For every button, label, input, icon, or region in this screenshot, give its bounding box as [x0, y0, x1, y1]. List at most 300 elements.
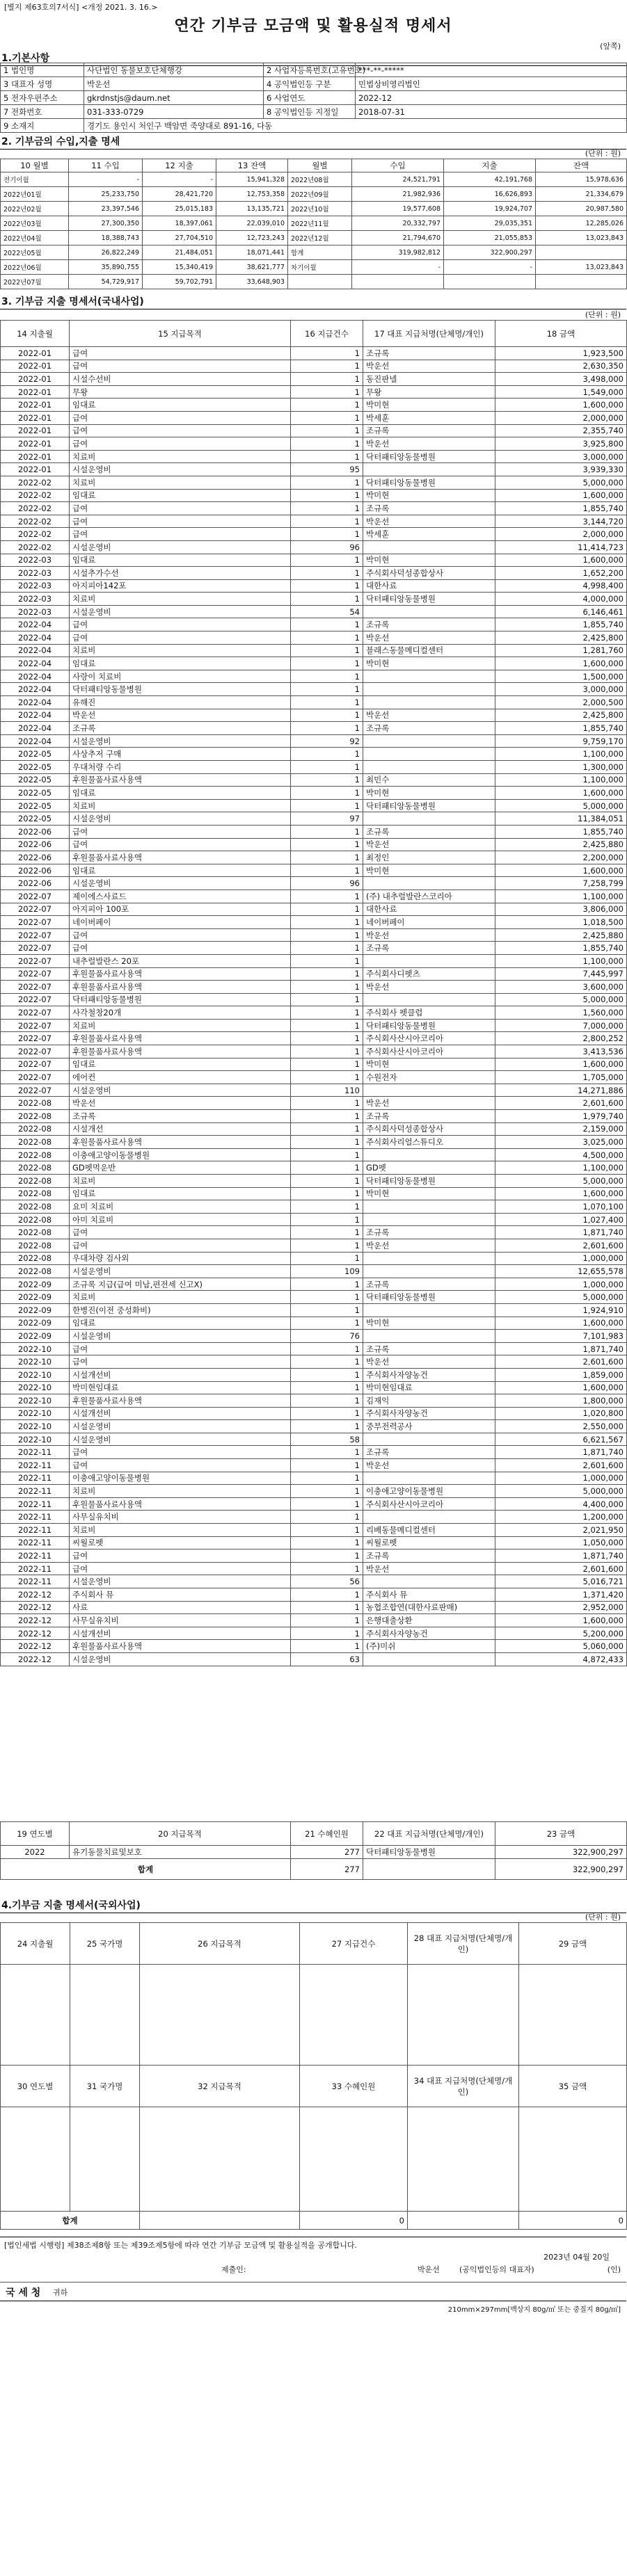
recipient-office: 국 세 청 — [6, 2287, 41, 2299]
domestic-cell: 급여 — [70, 1239, 291, 1252]
table-row — [1, 411, 627, 424]
domestic-cell: 2022-01 — [1, 437, 70, 451]
domestic-cell: 박운선 — [363, 838, 495, 851]
domestic-cell: 1 — [291, 411, 363, 424]
domestic-cell: 급여 — [70, 411, 291, 424]
domestic-cell: 후원물품사료사용액 — [70, 773, 291, 787]
income-cell: 54,729,917 — [69, 275, 143, 289]
domestic-cell: 1 — [291, 567, 363, 580]
domestic-cell: 5,016,721 — [495, 1575, 627, 1588]
table-row — [1, 1200, 627, 1214]
domestic-cell: 1 — [291, 1226, 363, 1239]
income-cell: 21,334,679 — [536, 187, 627, 202]
domestic-cell: 2022-08 — [1, 1252, 70, 1265]
domestic-cell: 치료비 — [70, 1485, 291, 1498]
table-row — [1, 476, 627, 489]
domestic-cell: 4,500,000 — [495, 1148, 627, 1161]
domestic-cell: 임대료 — [70, 657, 291, 670]
domestic-cell: 97 — [291, 812, 363, 826]
domestic-cell: 2022-04 — [1, 734, 70, 748]
domestic-cell: 시설운영비 — [70, 540, 291, 554]
domestic-cell: 박운선 — [363, 1562, 495, 1575]
overseas-header: 28 대표 지급처명(단체명/개인) — [408, 1923, 519, 1965]
domestic-cell: 박운선 — [363, 981, 495, 994]
domestic-cell: 2022-06 — [1, 864, 70, 877]
table-row — [1, 1601, 627, 1614]
domestic-cell: 1 — [291, 1291, 363, 1304]
table-row — [1, 1110, 627, 1123]
domestic-cell: 1,549,000 — [495, 385, 627, 399]
income-header: 수입 — [352, 159, 444, 172]
table-row — [1, 360, 627, 373]
law-statement: [법인세법 시행령] 제38조제8항 또는 제39조제5항에 따라 연간 기부금 모금액 및 활용실적을 공개합니다. — [4, 2241, 357, 2250]
domestic-cell: 조규록 — [363, 1549, 495, 1563]
table-row — [1, 347, 627, 360]
domestic-cell: 박미현임대료 — [70, 1381, 291, 1394]
basic-value: 사단법인 동물보호단체행강 — [84, 63, 264, 77]
domestic-cell — [363, 1213, 495, 1226]
submit-date: 2023년 04월 20일 — [543, 2253, 610, 2262]
domestic-cell — [363, 877, 495, 890]
table-row — [1, 722, 627, 735]
domestic-cell: 2022-08 — [1, 1161, 70, 1175]
domestic-cell: 2022-07 — [1, 903, 70, 916]
domestic-cell: 4,000,000 — [495, 593, 627, 606]
domestic-cell: 1 — [291, 489, 363, 502]
domestic-cell: 2022-09 — [1, 1317, 70, 1330]
domestic-cell: 1 — [291, 928, 363, 942]
table-row — [1, 1071, 627, 1084]
domestic-cell: 1,100,000 — [495, 773, 627, 787]
domestic-cell: 1,600,000 — [495, 1187, 627, 1200]
domestic-cell: 1 — [291, 1614, 363, 1627]
domestic-cell: 2022-03 — [1, 554, 70, 567]
table-row — [1, 1575, 627, 1588]
domestic-cell: 1 — [291, 1239, 363, 1252]
income-header: 12 지출 — [143, 159, 216, 172]
income-cell: 18,071,441 — [216, 245, 288, 260]
domestic-cell: 1,200,000 — [495, 1511, 627, 1524]
domestic-cell: 조규록 — [70, 1110, 291, 1123]
domestic-cell: 2022-11 — [1, 1472, 70, 1485]
domestic-cell: 조규록 — [363, 618, 495, 631]
domestic-cell: GD펫 — [363, 1161, 495, 1175]
domestic-cell: 박세훈 — [363, 528, 495, 541]
income-cell: 12,723,243 — [216, 231, 288, 245]
domestic-cell: 2022-09 — [1, 1291, 70, 1304]
table-row — [1, 696, 627, 709]
income-cell: 2022년10월 — [288, 202, 352, 216]
domestic-cell: 1 — [291, 1511, 363, 1524]
domestic-cell: 1,100,000 — [495, 1161, 627, 1175]
domestic-cell: 2022-07 — [1, 1058, 70, 1071]
domestic-cell: 1 — [291, 631, 363, 645]
basic-value: ***-**-***** — [356, 63, 627, 77]
seal-mark: (인) — [607, 2265, 621, 2274]
domestic-cell: 1,600,000 — [495, 1614, 627, 1627]
overseas-total-label: 합계 — [1, 2212, 140, 2230]
basic-label: 3 대표자 성명 — [1, 77, 84, 91]
declaration-box — [0, 2237, 626, 2283]
table-row — [1, 567, 627, 580]
domestic-cell: 사료 — [70, 1601, 291, 1614]
domestic-cell: 사무실유치비 — [70, 1511, 291, 1524]
income-cell: 2022년01월 — [1, 187, 69, 202]
domestic-cell: 1 — [291, 889, 363, 903]
table-row — [1, 851, 627, 864]
domestic-cell: 1 — [291, 709, 363, 722]
section-basic-title: 1.기본사항 — [0, 50, 626, 66]
domestic-cell: 급여 — [70, 437, 291, 451]
domestic-cell: 시설개선비 — [70, 1407, 291, 1420]
page-side-label: (앞쪽) — [600, 42, 621, 51]
income-cell: 35,890,755 — [69, 260, 143, 275]
domestic-cell: 한병진(이전 중성화비) — [70, 1303, 291, 1317]
table-row — [1, 515, 627, 528]
domestic-cell: 주식회사산시아코리아 — [363, 1032, 495, 1045]
table-row — [1, 1303, 627, 1317]
income-cell: 2022년11월 — [288, 216, 352, 231]
domestic-cell: 2022-05 — [1, 799, 70, 812]
income-cell: 2022년12월 — [288, 231, 352, 245]
domestic-cell: 2022-06 — [1, 877, 70, 890]
table-row — [1, 1291, 627, 1304]
domestic-cell: 1 — [291, 1097, 363, 1110]
domestic-cell: 1 — [291, 916, 363, 929]
table-row — [1, 593, 627, 606]
domestic-cell: 4,400,000 — [495, 1497, 627, 1511]
domestic-cell: (주) 내추럴발란스코리아 — [363, 889, 495, 903]
domestic-cell: 1 — [291, 981, 363, 994]
domestic-cell: 7,258,799 — [495, 877, 627, 890]
income-cell: 2022년07월 — [1, 275, 69, 289]
domestic-cell: 이충애고양이동물병원 — [70, 1148, 291, 1161]
table-row — [1, 1446, 627, 1459]
submitter-name: 박운선 — [418, 2265, 440, 2274]
domestic-cell: 박운선 — [363, 1097, 495, 1110]
domestic-cell: 2022-01 — [1, 450, 70, 463]
summary-header: 22 대표 지급처명(단체명/개인) — [363, 1822, 495, 1846]
domestic-cell: 2,200,000 — [495, 851, 627, 864]
domestic-cell: 1 — [291, 748, 363, 761]
domestic-cell: 닥터패티앙동물병원 — [70, 993, 291, 1006]
domestic-cell: 3,600,000 — [495, 981, 627, 994]
basic-value: 2022-12 — [356, 91, 627, 105]
domestic-cell: 후원물품사료사용액 — [70, 851, 291, 864]
income-cell: 319,982,812 — [352, 245, 444, 260]
overseas-header: 26 지급목적 — [140, 1923, 300, 1965]
domestic-cell: 이충애고양이동물병원 — [363, 1485, 495, 1498]
domestic-cell: 1 — [291, 1381, 363, 1394]
basic-label: 2 사업자등록번호(고유번호) — [264, 63, 356, 77]
domestic-cell: 2022-12 — [1, 1614, 70, 1627]
domestic-cell: 씨월로펫 — [363, 1536, 495, 1549]
domestic-cell — [363, 1433, 495, 1446]
domestic-cell — [363, 1148, 495, 1161]
domestic-cell: 급여 — [70, 528, 291, 541]
domestic-cell: 후원물품사료사용액 — [70, 981, 291, 994]
domestic-cell: 1 — [291, 1394, 363, 1408]
domestic-cell: 시설개선비 — [70, 1368, 291, 1381]
domestic-cell: 박운선 — [363, 928, 495, 942]
overseas-header: 25 국가명 — [70, 1923, 140, 1965]
domestic-cell: 1 — [291, 1601, 363, 1614]
domestic-cell: 1,979,740 — [495, 1110, 627, 1123]
domestic-cell: 2022-07 — [1, 993, 70, 1006]
table-row — [1, 554, 627, 567]
domestic-cell: 주식회사리얼스튜디오 — [363, 1136, 495, 1149]
table-row — [1, 424, 627, 437]
domestic-cell: 1 — [291, 787, 363, 800]
domestic-cell: 박미현 — [363, 864, 495, 877]
income-cell: 2022년02월 — [1, 202, 69, 216]
domestic-cell: 1,020,800 — [495, 1407, 627, 1420]
domestic-cell: 2,425,800 — [495, 709, 627, 722]
income-cell: 18,397,061 — [143, 216, 216, 231]
domestic-cell: 2022-01 — [1, 385, 70, 399]
domestic-cell: 1 — [291, 554, 363, 567]
domestic-cell: 사랑이 치료비 — [70, 670, 291, 683]
table-row — [1, 1097, 627, 1110]
table-row — [1, 437, 627, 451]
domestic-cell — [363, 540, 495, 554]
domestic-cell: 110 — [291, 1084, 363, 1097]
domestic-cell: 2022-04 — [1, 722, 70, 735]
domestic-cell: 1 — [291, 502, 363, 515]
domestic-cell: 2,000,000 — [495, 528, 627, 541]
domestic-cell: 2022-08 — [1, 1226, 70, 1239]
basic-label: 7 전화번호 — [1, 105, 84, 119]
domestic-cell: 1 — [291, 683, 363, 696]
domestic-cell: 1 — [291, 347, 363, 360]
income-cell: - — [444, 260, 536, 275]
summary-header: 20 지급목적 — [70, 1822, 291, 1846]
domestic-cell: 급여 — [70, 838, 291, 851]
domestic-cell: 2022-07 — [1, 1045, 70, 1058]
table-row — [1, 1614, 627, 1627]
domestic-cell: 1,100,000 — [495, 954, 627, 967]
domestic-cell: 1,600,000 — [495, 1381, 627, 1394]
domestic-cell: 시설운영비 — [70, 1265, 291, 1278]
summary-header: 23 금액 — [495, 1822, 627, 1846]
domestic-cell: 2022-01 — [1, 373, 70, 386]
domestic-cell: 3,000,000 — [495, 683, 627, 696]
domestic-cell: 박미현 — [363, 399, 495, 412]
table-row — [1, 1148, 627, 1161]
domestic-cell: 1 — [291, 825, 363, 838]
domestic-cell — [363, 1575, 495, 1588]
table-row — [1, 761, 627, 774]
domestic-cell — [363, 954, 495, 967]
income-cell: 차기이월 — [288, 260, 352, 275]
domestic-cell: 2022-08 — [1, 1265, 70, 1278]
domestic-cell: 11,414,723 — [495, 540, 627, 554]
domestic-cell: 7,000,000 — [495, 1019, 627, 1032]
table-row — [1, 1226, 627, 1239]
domestic-cell: 내추럴발란스 20포 — [70, 954, 291, 967]
domestic-cell: 임대료 — [70, 1317, 291, 1330]
domestic-cell: 무왕 — [363, 385, 495, 399]
table-row — [1, 1342, 627, 1355]
domestic-cell: 2,425,880 — [495, 928, 627, 942]
domestic-cell: 2022-02 — [1, 476, 70, 489]
domestic-cell — [363, 683, 495, 696]
domestic-cell: 1 — [291, 1640, 363, 1653]
table-row — [1, 489, 627, 502]
domestic-cell: 2,601,600 — [495, 1459, 627, 1472]
domestic-cell: 96 — [291, 877, 363, 890]
domestic-cell: 급여 — [70, 1446, 291, 1459]
table-row — [1, 528, 627, 541]
domestic-cell: 시설개선비 — [70, 1627, 291, 1640]
domestic-cell: 시설운영비 — [70, 463, 291, 476]
domestic-cell: 1,070,100 — [495, 1200, 627, 1214]
domestic-cell: 2022-06 — [1, 851, 70, 864]
domestic-cell: 김재익 — [363, 1394, 495, 1408]
domestic-cell: 박운선 — [70, 1097, 291, 1110]
overseas-total-amount: 0 — [519, 2212, 627, 2230]
domestic-cell: 1 — [291, 1187, 363, 1200]
domestic-cell: 1 — [291, 993, 363, 1006]
domestic-cell: 6,146,461 — [495, 605, 627, 618]
domestic-cell: 1,600,000 — [495, 787, 627, 800]
income-header: 월별 — [288, 159, 352, 172]
domestic-cell: 급여 — [70, 502, 291, 515]
overseas-header: 34 대표 지급처명(단체명/개인) — [408, 2066, 519, 2107]
summary-header: 19 연도별 — [1, 1822, 70, 1846]
income-cell: 13,135,721 — [216, 202, 288, 216]
domestic-cell: 제이에스사료드 — [70, 889, 291, 903]
domestic-cell: 1 — [291, 1019, 363, 1032]
domestic-cell: 박미현 — [363, 1187, 495, 1200]
domestic-cell: 박운선 — [70, 709, 291, 722]
domestic-cell — [363, 463, 495, 476]
domestic-cell: 95 — [291, 463, 363, 476]
domestic-cell: 리베동물메디컬센터 — [363, 1524, 495, 1537]
domestic-cell: 2,159,000 — [495, 1122, 627, 1136]
domestic-cell: 1,600,000 — [495, 489, 627, 502]
table-row — [1, 916, 627, 929]
domestic-cell: 사무실유치비 — [70, 1614, 291, 1627]
domestic-cell: 3,939,330 — [495, 463, 627, 476]
table-row — [1, 1058, 627, 1071]
domestic-cell: 2022-12 — [1, 1627, 70, 1640]
domestic-cell: 2022-01 — [1, 399, 70, 412]
domestic-cell — [363, 670, 495, 683]
domestic-cell: 11,384,051 — [495, 812, 627, 826]
income-cell: 21,484,051 — [143, 245, 216, 260]
table-row — [1, 942, 627, 955]
domestic-cell: 급여 — [70, 1342, 291, 1355]
domestic-cell: 2022-07 — [1, 1032, 70, 1045]
total-label: 합계 — [1, 1859, 291, 1880]
domestic-cell: 2022-10 — [1, 1381, 70, 1394]
income-cell: 18,388,743 — [69, 231, 143, 245]
domestic-cell: 1 — [291, 437, 363, 451]
domestic-cell: 후원물품사료사용액 — [70, 967, 291, 981]
table-row — [1, 1381, 627, 1394]
income-cell: 2022년04월 — [1, 231, 69, 245]
domestic-cell: 박운선 — [363, 1459, 495, 1472]
overseas-expense-table — [0, 1922, 627, 2230]
overseas-total-count: 0 — [300, 2212, 408, 2230]
domestic-cell: 씨월로펫 — [70, 1536, 291, 1549]
basic-label: 1 법인명 — [1, 63, 84, 77]
domestic-cell: 1,855,740 — [495, 502, 627, 515]
domestic-cell: 조규록 — [363, 1446, 495, 1459]
domestic-cell: 1 — [291, 1355, 363, 1369]
submitter-label: 제출인: — [221, 2265, 246, 2274]
domestic-cell: 1,100,000 — [495, 748, 627, 761]
domestic-cell: 후원물품사료사용액 — [70, 1045, 291, 1058]
income-cell: 25,233,750 — [69, 187, 143, 202]
domestic-cell: 1,855,740 — [495, 618, 627, 631]
domestic-cell: 1,371,420 — [495, 1588, 627, 1602]
domestic-cell: 후원물품사료사용액 — [70, 1032, 291, 1045]
domestic-cell: 1 — [291, 1148, 363, 1161]
table-row — [1, 1317, 627, 1330]
domestic-cell: 1 — [291, 1136, 363, 1149]
domestic-cell: 1,871,740 — [495, 1446, 627, 1459]
domestic-cell: 2022-05 — [1, 773, 70, 787]
table-row — [1, 787, 627, 800]
table-row — [1, 618, 627, 631]
domestic-cell: 최정인 — [363, 851, 495, 864]
domestic-cell: 급여 — [70, 515, 291, 528]
domestic-cell: 조규록 — [363, 722, 495, 735]
domestic-cell: 아지피아 100포 — [70, 903, 291, 916]
domestic-cell: 3,925,800 — [495, 437, 627, 451]
domestic-cell: 1 — [291, 1045, 363, 1058]
domestic-cell: 2022-11 — [1, 1575, 70, 1588]
table-row — [1, 399, 627, 412]
domestic-cell: 박운선 — [363, 360, 495, 373]
income-cell: 322,900,297 — [444, 245, 536, 260]
document-title: 연간 기부금 모금액 및 활용실적 명세서 — [174, 17, 452, 35]
domestic-cell: 주식회사자양농건 — [363, 1407, 495, 1420]
summary-cell: 2022 — [1, 1846, 70, 1859]
domestic-cell: 주식회사덕성종합상사 — [363, 567, 495, 580]
domestic-cell: 1 — [291, 670, 363, 683]
income-cell: 21,055,853 — [444, 231, 536, 245]
domestic-cell: 1,027,400 — [495, 1213, 627, 1226]
table-row — [1, 1252, 627, 1265]
domestic-cell: 2022-12 — [1, 1601, 70, 1614]
domestic-cell: 1 — [291, 1472, 363, 1485]
table-row — [1, 1213, 627, 1226]
domestic-cell: 시설운영비 — [70, 1652, 291, 1666]
domestic-cell: 농협조합연(대한사료판매) — [363, 1601, 495, 1614]
overseas-header: 29 금액 — [519, 1923, 627, 1965]
income-cell: 20,332,797 — [352, 216, 444, 231]
domestic-cell: 12,655,578 — [495, 1265, 627, 1278]
domestic-cell: 2022-07 — [1, 1019, 70, 1032]
domestic-cell: 6,621,567 — [495, 1433, 627, 1446]
domestic-cell: 5,000,000 — [495, 1291, 627, 1304]
domestic-cell: 2022-10 — [1, 1407, 70, 1420]
basic-info-table — [0, 63, 627, 133]
overseas-header: 24 지출월 — [1, 1923, 70, 1965]
income-cell — [444, 275, 536, 289]
domestic-cell: 92 — [291, 734, 363, 748]
domestic-cell: 1,600,000 — [495, 554, 627, 567]
domestic-cell: 1 — [291, 1446, 363, 1459]
domestic-cell: 2,021,950 — [495, 1524, 627, 1537]
income-cell: 13,023,843 — [536, 260, 627, 275]
domestic-cell: 1 — [291, 618, 363, 631]
income-cell: 20,987,580 — [536, 202, 627, 216]
domestic-cell: 박미현임대료 — [363, 1381, 495, 1394]
